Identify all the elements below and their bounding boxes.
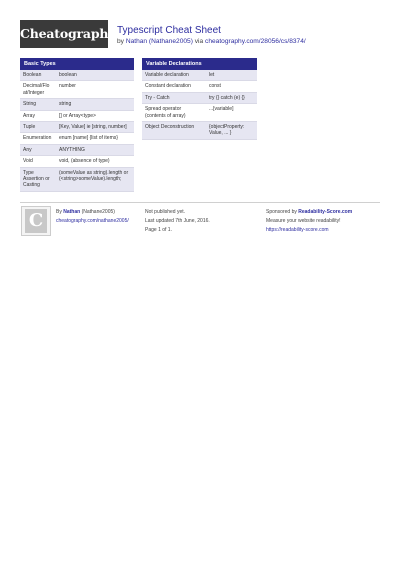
footer-published: Not published yet. bbox=[145, 209, 186, 215]
table-row bbox=[20, 168, 134, 192]
row-key: Void bbox=[23, 158, 33, 165]
row-value: number bbox=[59, 83, 76, 90]
row-key: Constant declaration bbox=[145, 83, 191, 90]
row-key: String bbox=[23, 101, 37, 108]
sheet-url-link[interactable]: cheatography.com/28056/cs/8374/ bbox=[205, 38, 306, 45]
table-row bbox=[20, 111, 134, 122]
row-key: Tuple bbox=[23, 124, 36, 131]
row-key: Boolean bbox=[23, 72, 42, 78]
variable-declarations-heading: Variable Declarations bbox=[142, 58, 257, 70]
avatar-letter: C bbox=[25, 209, 47, 233]
author-link[interactable]: Nathan (Nathane2005) bbox=[125, 38, 193, 45]
row-value: string bbox=[59, 101, 72, 108]
table-row bbox=[20, 81, 134, 99]
footer-publish-info bbox=[145, 208, 255, 235]
author-avatar[interactable] bbox=[21, 206, 51, 236]
variable-declarations-panel bbox=[142, 58, 257, 140]
footer-page: Page 1 of 1. bbox=[145, 227, 172, 233]
row-key: Try - Catch bbox=[145, 94, 170, 101]
via-text: via bbox=[194, 38, 204, 45]
footer-by: By bbox=[56, 209, 62, 215]
table-row bbox=[20, 145, 134, 156]
row-value: (someValue as string).length or (<string>someValue).length; bbox=[59, 169, 129, 183]
row-value: [Key, Value] ie [string, number] bbox=[59, 124, 127, 131]
row-value: boolean bbox=[59, 72, 77, 78]
footer-author-name[interactable]: Nathan bbox=[63, 209, 81, 215]
table-row bbox=[142, 122, 257, 140]
footer-author bbox=[56, 208, 140, 226]
table-row bbox=[142, 81, 257, 92]
row-key: Variable declaration bbox=[145, 72, 189, 78]
table-row bbox=[20, 70, 134, 81]
row-key: Type Assertion or Casting bbox=[23, 169, 50, 189]
row-value: enum [name] {list of items} bbox=[59, 135, 118, 142]
row-value: const bbox=[209, 83, 221, 90]
footer-sponsor-line bbox=[266, 208, 386, 217]
footer-sponsored-prefix: Sponsored by bbox=[266, 209, 297, 215]
row-key: Object Deconstruction bbox=[145, 124, 195, 131]
basic-types-table bbox=[20, 70, 134, 192]
footer-divider bbox=[20, 202, 380, 203]
table-row bbox=[142, 93, 257, 104]
table-row bbox=[142, 70, 257, 81]
row-key: Spread operator (contents of array) bbox=[145, 106, 186, 119]
row-value: [] or Array<type> bbox=[59, 112, 96, 119]
footer-sponsor bbox=[266, 208, 386, 235]
footer-sponsor-url[interactable]: https://readability-score.com bbox=[266, 227, 329, 233]
footer-author-url[interactable]: cheatography.com/nathane2005/ bbox=[56, 218, 129, 224]
table-row bbox=[20, 99, 134, 110]
row-key: Enumeration bbox=[23, 135, 52, 142]
row-value: let bbox=[209, 72, 215, 78]
footer-author-handle: (Nathane2005) bbox=[81, 209, 115, 215]
variable-declarations-table bbox=[142, 70, 257, 140]
table-row bbox=[20, 122, 134, 133]
footer-author-line bbox=[56, 208, 140, 217]
page-title: Typescript Cheat Sheet bbox=[117, 25, 221, 36]
row-key: Decimal/Flo at/Integer bbox=[23, 83, 50, 96]
basic-types-panel bbox=[20, 58, 134, 192]
row-value: void, (absence of type) bbox=[59, 158, 110, 165]
row-key: Any bbox=[23, 146, 32, 153]
row-value: ...[variable] bbox=[209, 106, 234, 113]
row-value: {objectProperty: Value, ... } bbox=[209, 124, 245, 137]
row-key: Array bbox=[23, 112, 35, 119]
row-value: ANYTHING bbox=[59, 146, 85, 153]
footer-sponsor-tagline: Measure your website readability! bbox=[266, 218, 341, 224]
title-block bbox=[117, 25, 306, 47]
row-value: try {} catch (e) {} bbox=[209, 94, 245, 101]
footer-sponsor-name[interactable]: Readability-Score.com bbox=[298, 209, 353, 215]
table-row bbox=[142, 104, 257, 122]
footer-updated: Last updated 7th June, 2016. bbox=[145, 218, 210, 224]
byline bbox=[117, 37, 306, 47]
cheatography-logo[interactable]: Cheatography bbox=[20, 20, 108, 48]
by-prefix: by bbox=[117, 38, 124, 45]
basic-types-heading: Basic Types bbox=[20, 58, 134, 70]
table-row bbox=[20, 156, 134, 167]
table-row bbox=[20, 133, 134, 144]
